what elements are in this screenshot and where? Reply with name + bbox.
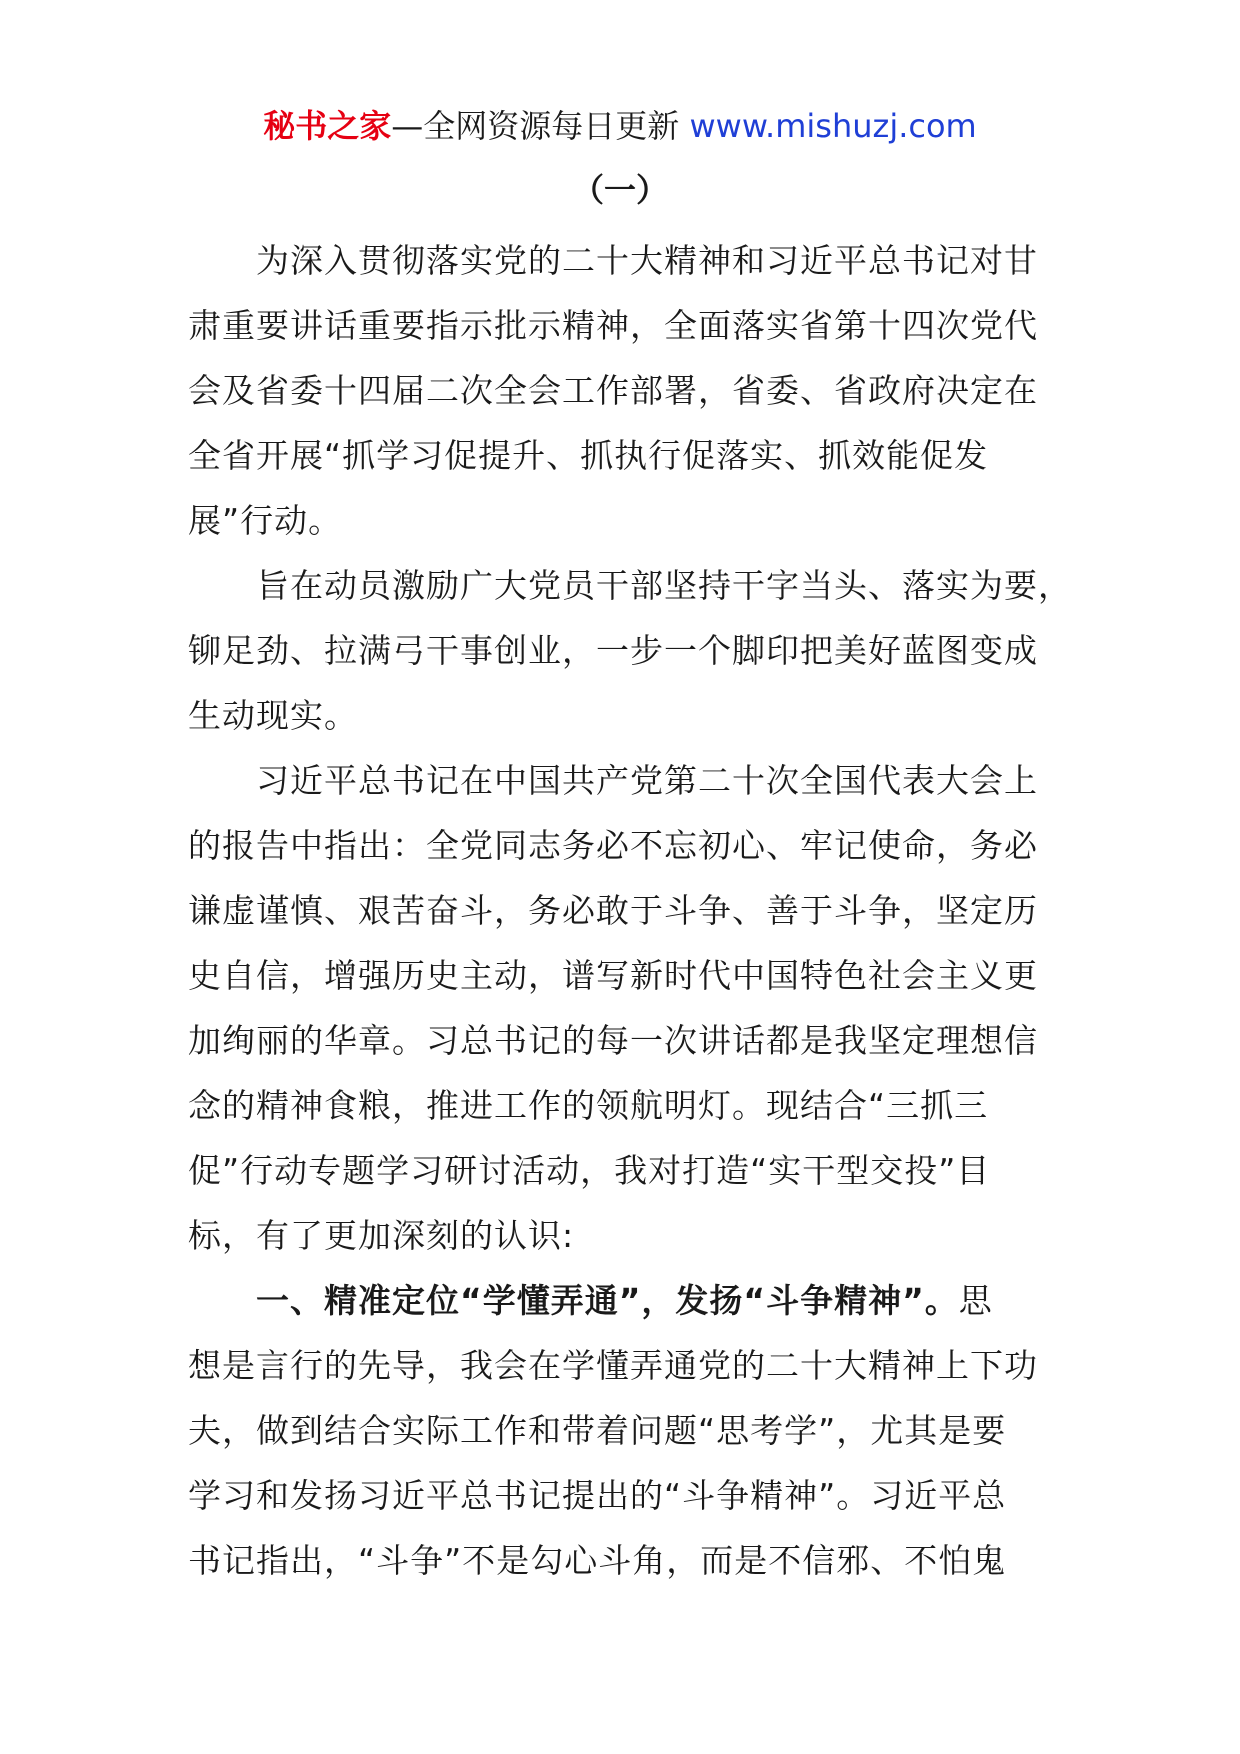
section-heading: 一、精准定位“学懂弄通”，发扬“斗争精神”。 (256, 1281, 959, 1320)
heading-continuation: 思 (958, 1281, 993, 1320)
text-line: 的报告中指出：全党同志务必不忘初心、牢记使命，务必 (188, 826, 1038, 865)
site-header (0, 104, 1240, 148)
document-body (188, 228, 1072, 1593)
brand-name: 秘书之家 (263, 107, 392, 145)
section-number: （一） (571, 171, 668, 209)
text-line: 史自信，增强历史主动，谱写新时代中国特色社会主义更 (188, 956, 1038, 995)
text-line: 习近平总书记在中国共产党第二十次全国代表大会上 (256, 761, 1038, 800)
site-url-link[interactable]: www.mishuzj.com (689, 107, 977, 145)
text-line: 肃重要讲话重要指示批示精神，全面落实省第十四次党代 (188, 306, 1038, 345)
text-line: 书记指出，“斗争”不是勾心斗角，而是不信邪、不怕鬼 (188, 1541, 1007, 1580)
text-line: 标，有了更加深刻的认识: (188, 1216, 575, 1255)
text-line: 为深入贯彻落实党的二十大精神和习近平总书记对甘 (256, 241, 1038, 280)
section-heading-line (188, 1268, 1068, 1333)
text-line: 旨在动员激励广大党员干部坚持干字当头、落实为要， (256, 566, 1072, 605)
text-line: 促”行动专题学习研讨活动，我对打造“实干型交投”目 (188, 1151, 991, 1190)
text-line: 念的精神食粮，推进工作的领航明灯。现结合“三抓三 (188, 1086, 989, 1125)
text-line: 全省开展“抓学习促提升、抓执行促落实、抓效能促发 (188, 436, 989, 475)
text-line: 学习和发扬习近平总书记提出的“斗争精神”。习近平总 (188, 1476, 1007, 1515)
text-line: 加绚丽的华章。习总书记的每一次讲话都是我坚定理想信 (188, 1021, 1038, 1060)
text-line: 谦虚谨慎、艰苦奋斗，务必敢于斗争、善于斗争，坚定历 (188, 891, 1038, 930)
text-line: 会及省委十四届二次全会工作部署，省委、省政府决定在 (188, 371, 1038, 410)
text-line: 展”行动。 (188, 501, 343, 540)
header-tagline: —全网资源每日更新 (391, 107, 690, 145)
text-line: 想是言行的先导，我会在学懂弄通党的二十大精神上下功 (188, 1346, 1038, 1385)
text-line: 铆足劲、拉满弓干事创业，一步一个脚印把美好蓝图变成 (188, 631, 1038, 670)
text-line: 生动现实。 (188, 696, 358, 735)
text-line: 夫，做到结合实际工作和带着问题“思考学”，尤其是要 (188, 1411, 1007, 1450)
